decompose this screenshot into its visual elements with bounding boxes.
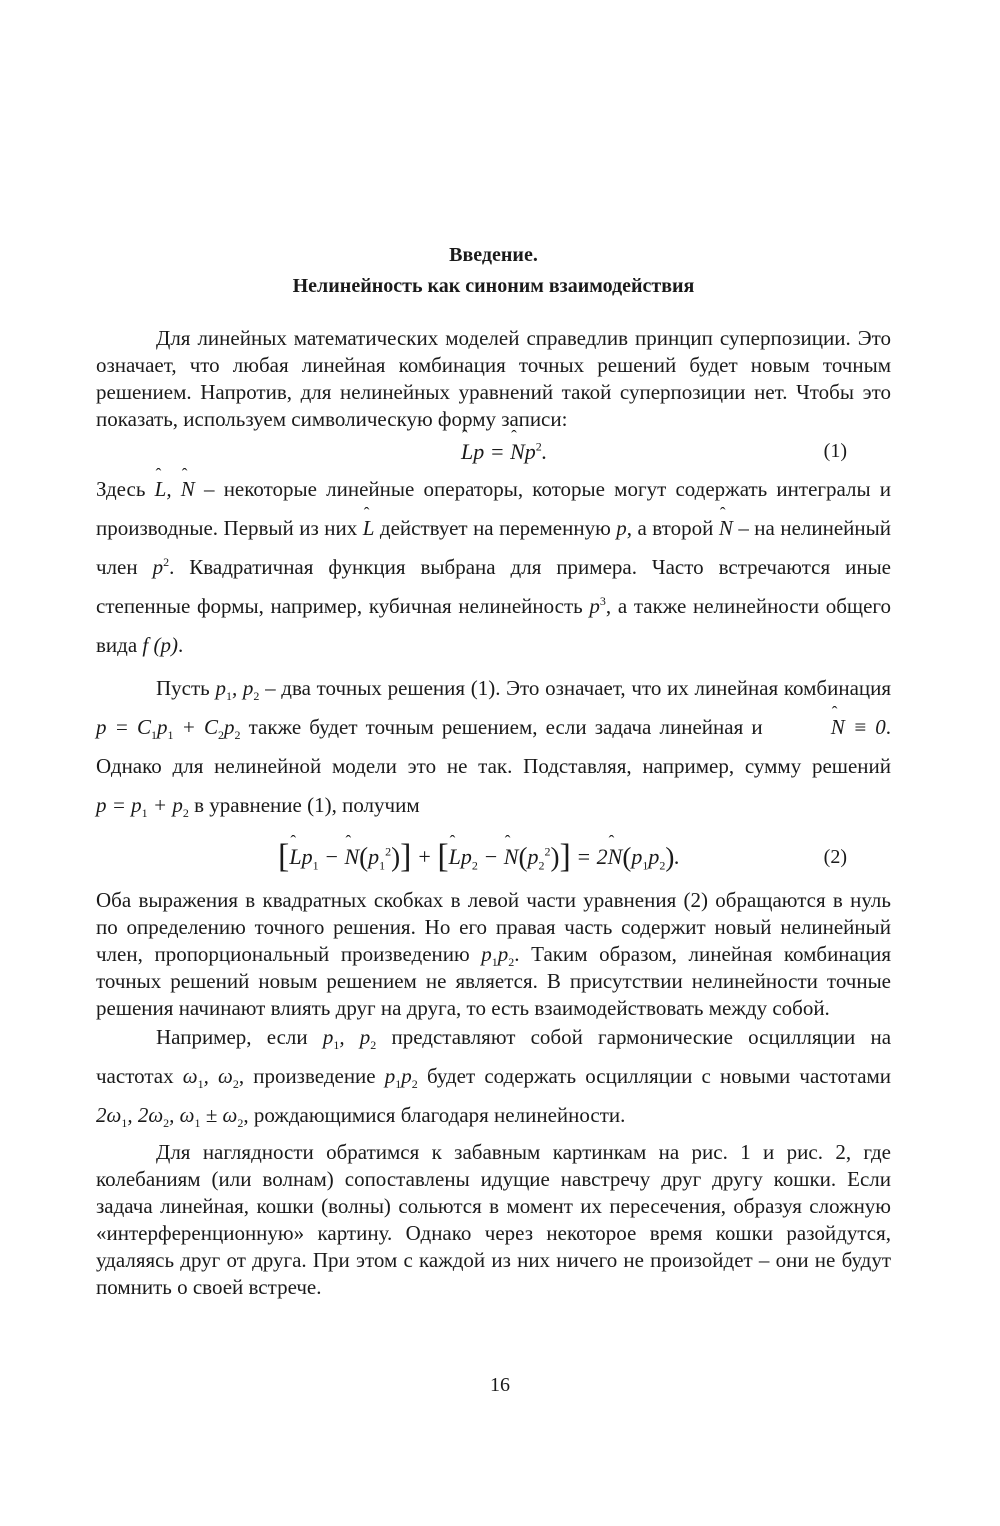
section-title — [96, 240, 891, 302]
paragraph-interaction: Оба выражения в квадратных скобках в левой части уравнения (2) обращаются в нуль по определению точного решения. Но его правая часть содержит новый нелинейный член, пропорциональный произведению $p_1p_2$. Таким образом, линейная комбинация точных решений новым решением не является. В присутствии нелинейности точные решения начинают влиять друг на друга, то есть взаимодействовать между собой. — [96, 888, 892, 1020]
paragraph-oscillations: Например, если $p_1$, $p_2$ представляют собой гармонические осцилляции на частотах $\omega_1$, $\omega_2$, произведение $p_1p_2$ будет содержать осцилляции с новыми частотами $2\omega_1$, $2\omega_2$, $\omega_1 \pm \omega_2$, рождающимися благодаря нелинейности. — [96, 1025, 892, 1131]
equation-2-formula: [ˆ $Lp_1$ − ˆ $N(p_1^2)$] + [ˆ $Lp_2$ − ˆ $N(p_2^2)$] = 2ˆ $N(p_1p_2)$. — [278, 829, 680, 885]
paragraph-superposition: Для линейных математических моделей справедлив принцип суперпозиции. Это означает, что любая линейная комбинация точных решений будет новым точным решением. Напротив, для нелинейных уравнений такой суперпозиции нет. Чтобы это показать, используем символическую форму записи: — [96, 326, 891, 431]
page-content — [96, 240, 891, 1301]
title-line-1: Введение. — [449, 244, 538, 266]
paragraph-sum-of-solutions: Пусть $p_1$, $p_2$ – два точных решения (1). Это означает, что их линейная комбинация $p = C_1p_1 + C_2p_2$ также будет точным решением, если задача линейная и ˆ N ≡ 0. Однако для нелинейной модели это не так. Подставляя, например, сумму решений $p = p_1 + p_2$ в уравнение (1), получим — [96, 669, 891, 825]
paragraph-operators: Здесь ˆ L, ˆ N – некоторые линейные операторы, которые могут содержать интегралы и производные. Первый из них ˆ L действует на переменную p, а второй ˆ N – на нелинейный член $p^2$. Квадратичная функция выбрана для примера. Часто встречаются иные степенные формы, например, кубичная нелинейность $p^3$, а также нелинейности общего вида f (p). — [96, 470, 891, 665]
equation-1-formula: ˆ Lp = ˆ Np$^2$. — [461, 433, 547, 470]
equation-2 — [96, 829, 891, 885]
page-number: 16 — [490, 1374, 510, 1396]
equation-1-number: (1) — [823, 440, 847, 462]
equation-1 — [96, 433, 891, 470]
title-line-2: Нелинейность как синоним взаимодействия — [292, 275, 695, 297]
paragraph-cats: Для наглядности обратимся к забавным картинкам на рис. 1 и рис. 2, где колебаниям (или волнам) сопоставлены идущие навстречу друг другу кошки. Если задача линейная, кошки (волны) сольются в момент их пересечения, образуя сложную «интерференционную» картину. Однако через некоторое время кошки разойдутся, удаляясь друг от друга. При этом с каждой из них ничего не произойдет – они не будут помнить о своей встрече. — [96, 1140, 891, 1299]
equation-2-number: (2) — [823, 846, 847, 868]
